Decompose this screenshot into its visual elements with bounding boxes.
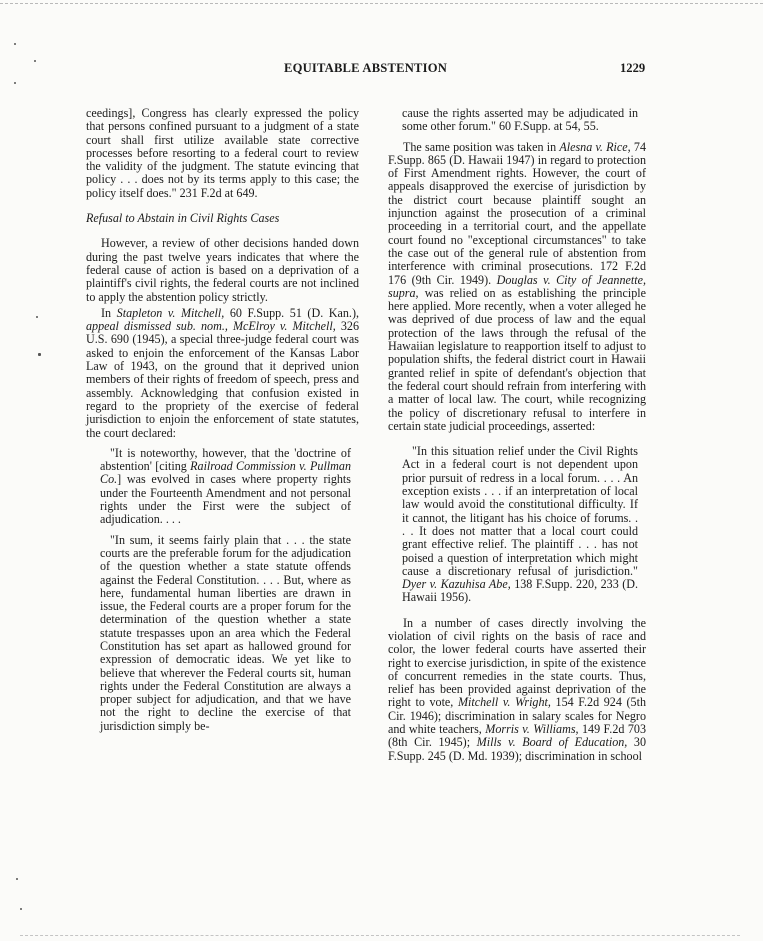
scan-speck	[36, 316, 38, 318]
running-head: EQUITABLE ABSTENTION	[284, 61, 447, 75]
case-citation: Morris v. Williams,	[485, 722, 579, 737]
section-heading: Refusal to Abstain in Civil Rights Cases	[86, 211, 280, 226]
paragraph: However, a review of other decisions handed down during the past twelve years indicates that where the federal cause of action is based on a deprivation of a plaintiff's civil rights, the federal courts are not inclined to apply the abstention policy strictly.	[86, 236, 359, 304]
block-quote: "In this situation relief under the Civil Rights Act in a federal court is not dependent upon prior pursuit of redress in a local forum. . . . An exception exists . . . if an interpretation of local law would avoid the constitutional difficulty. If it cannot, the litigant has his choice of forums. . . . It does not matter that a local court could grant effective relief. The plaintiff . . . has not poised a question of interpretation which might cause a discretionary refusal of jurisdiction." Dyer v. Kazuhisa Abe, 138 F.Supp. 220, 233 (D. Hawaii 1956).	[402, 444, 638, 605]
left-column	[86, 107, 359, 733]
block-quote: cause the rights asserted may be adjudicated in some other forum." 60 F.Supp. at 54, 55.	[402, 106, 638, 134]
page-number: 1229	[620, 61, 646, 75]
scan-speck	[16, 878, 18, 880]
scan-speck	[14, 43, 16, 45]
case-citation: Stapleton v. Mitchell,	[116, 305, 225, 320]
case-citation: appeal dismissed sub. nom., McElroy v. Mitchell,	[86, 319, 336, 334]
page-bottom-edge	[20, 935, 740, 936]
case-citation: Dyer v. Kazuhisa Abe,	[402, 577, 511, 592]
case-citation: Mitchell v. Wright,	[457, 695, 551, 710]
paragraph: In a number of cases directly involving the violation of civil rights on the basis of race and color, the lower federal courts have asserted their right to exercise jurisdiction, in spite of the existence of concurrent remedies in the state courts. Thus, relief has been provided against deprivation of the right to vote, Mitchell v. Wright, 154 F.2d 924 (5th Cir. 1946); discrimination in salary scales for Negro and white teachers, Morris v. Williams, 149 F.2d 703 (8th Cir. 1945); Mills v. Board of Education, 30 F.Supp. 245 (D. Md. 1939); discrimination in school	[388, 615, 646, 763]
case-citation: Douglas v. City of Jeannette, supra,	[388, 272, 646, 300]
page-top-edge	[0, 3, 763, 4]
page-header	[0, 61, 763, 81]
case-citation: Mills v. Board of Education,	[476, 735, 628, 750]
block-quote: "In sum, it seems fairly plain that . . . the state courts are the preferable forum for the adjudication of the question whether a state statute offends against the Federal Constitution. . . . But, where as here, fundamental human liberties are drawn in issue, the Federal courts are a proper forum for the determination of the question whether a state statute trespasses upon an area which the Federal Constitution has set apart as hallowed ground for expression of democratic ideas. We yet like to believe that wherever the Federal courts sit, human rights under the Federal Constitution are always a proper subject for adjudication, and that we have not the right to decline the exercise of that jurisdiction simply be-	[100, 532, 351, 733]
right-column	[388, 107, 646, 763]
scan-speck	[20, 908, 22, 910]
paragraph-continued: ceedings], Congress has clearly expressed the policy that persons confined pursuant to a judgment of a state court shall first utilize available state corrective processes before resorting to a federal court to review the validity of the judgment. The statute evincing that policy . . . does not by its terms apply to this case; the policy itself does." 231 F.2d at 649.	[86, 106, 359, 200]
paragraph: The same position was taken in Alesna v. Rice, 74 F.Supp. 865 (D. Hawaii 1947) in regard to protection of First Amendment rights. However, the court of appeals disapproved the exercise of jurisdiction by the district court because plaintiff sought an injunction against the prosecution of a criminal proceeding in a territorial court, and the appellate court found no "exceptional circumstances" to take the case out of the general rule of abstention from interference with criminal prosecutions. 172 F.2d 176 (9th Cir. 1949). Douglas v. City of Jeannette, supra, was relied on as establishing the principle here applied. More recently, when a voter alleged he was deprived of due process of law and the equal protection of the laws through the refusal of the Hawaiian legislature to reapportion itself to adjust to population shifts, the federal district court in Hawaii granted relief in spite of defendant's objection that the federal court should refrain from interfering with a matter of local law. The court, while recognizing the policy of discretionary refusal to interfere in certain state judicial proceedings, asserted:	[388, 139, 646, 433]
paragraph: In Stapleton v. Mitchell, 60 F.Supp. 51 (D. Kan.), appeal dismissed sub. nom., McElroy v. Mitchell, 326 U.S. 690 (1945), a special three-judge federal court was asked to enjoin the enforcement of the Kansas Labor Law of 1943, on the ground that it deprived union members of their rights of freedom of speech, press and assembly. Acknowledging that confusion existed in regard to the propriety of the exercise of federal jurisdiction to enjoin the enforcement of state statutes, the court declared:	[86, 305, 360, 440]
scan-speck	[14, 82, 16, 84]
scan-speck	[38, 353, 41, 356]
case-citation: Alesna v. Rice,	[559, 139, 631, 154]
block-quote: "It is noteworthy, however, that the 'doctrine of abstention' [citing Railroad Commission v. Pullman Co.] was evolved in cases where property rights under the Fourteenth Amendment and not personal rights under the First were the subject of adjudication. . . .	[100, 445, 351, 527]
case-citation: Railroad Commission v. Pullman Co.	[100, 459, 351, 487]
